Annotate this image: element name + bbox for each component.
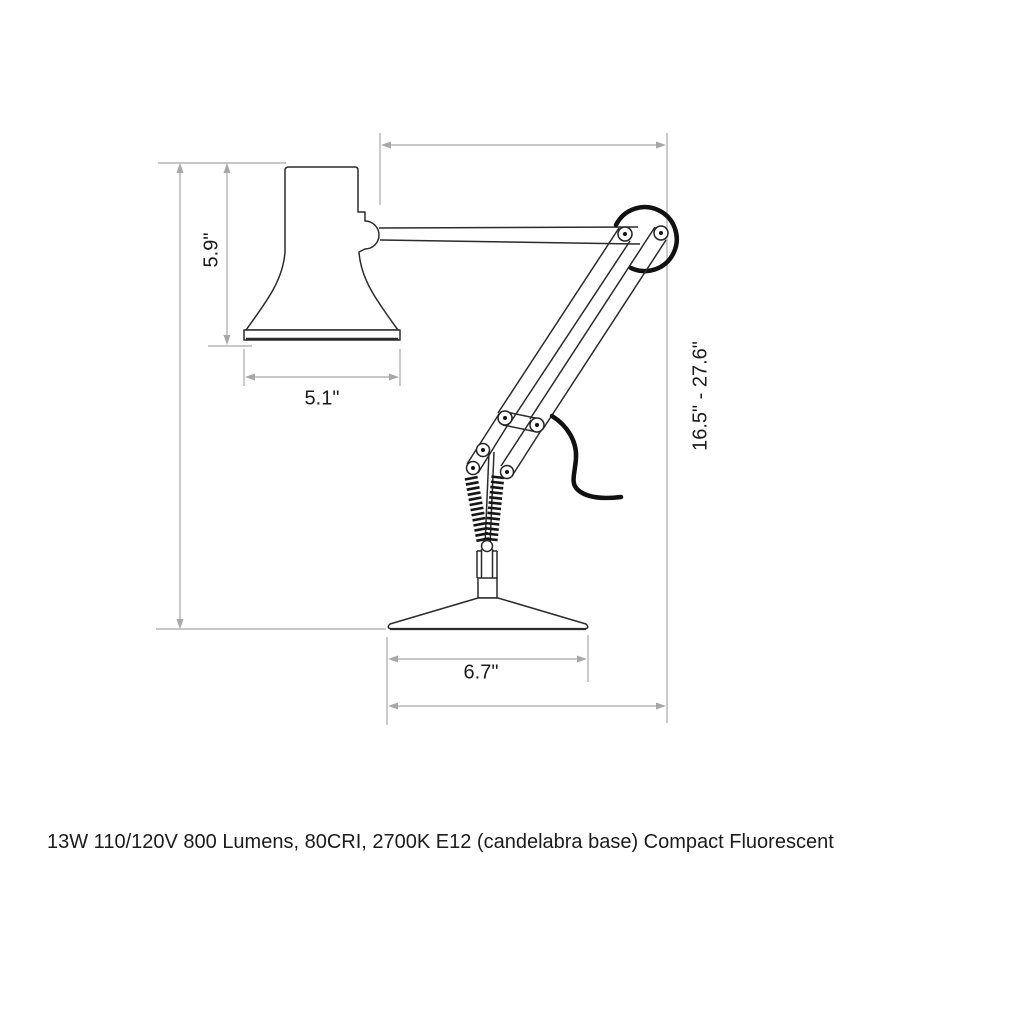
dimension-lines xyxy=(156,133,667,725)
dim-label-base-width: 6.7" xyxy=(463,661,499,684)
lamp-upper-arm xyxy=(379,227,640,244)
lamp-shade xyxy=(244,167,400,340)
lamp-shade-outline xyxy=(246,167,398,330)
dim-label-overall-height: 16.5" - 27.6" xyxy=(689,341,712,451)
power-cord xyxy=(552,416,621,498)
lamp-base xyxy=(388,598,588,629)
lamp-stem xyxy=(477,541,497,599)
dim-label-shade-height: 5.9" xyxy=(200,232,223,268)
dim-label-shade-width: 5.1" xyxy=(304,387,340,410)
tension-springs xyxy=(471,476,498,541)
clevis-ring xyxy=(482,541,493,552)
spec-caption: 13W 110/120V 800 Lumens, 80CRI, 2700K E12 (candelabra base) Compact Fluorescent xyxy=(47,831,834,853)
stem-collar xyxy=(478,578,497,598)
spring-left xyxy=(471,477,483,541)
pivot-rivets xyxy=(467,226,669,479)
